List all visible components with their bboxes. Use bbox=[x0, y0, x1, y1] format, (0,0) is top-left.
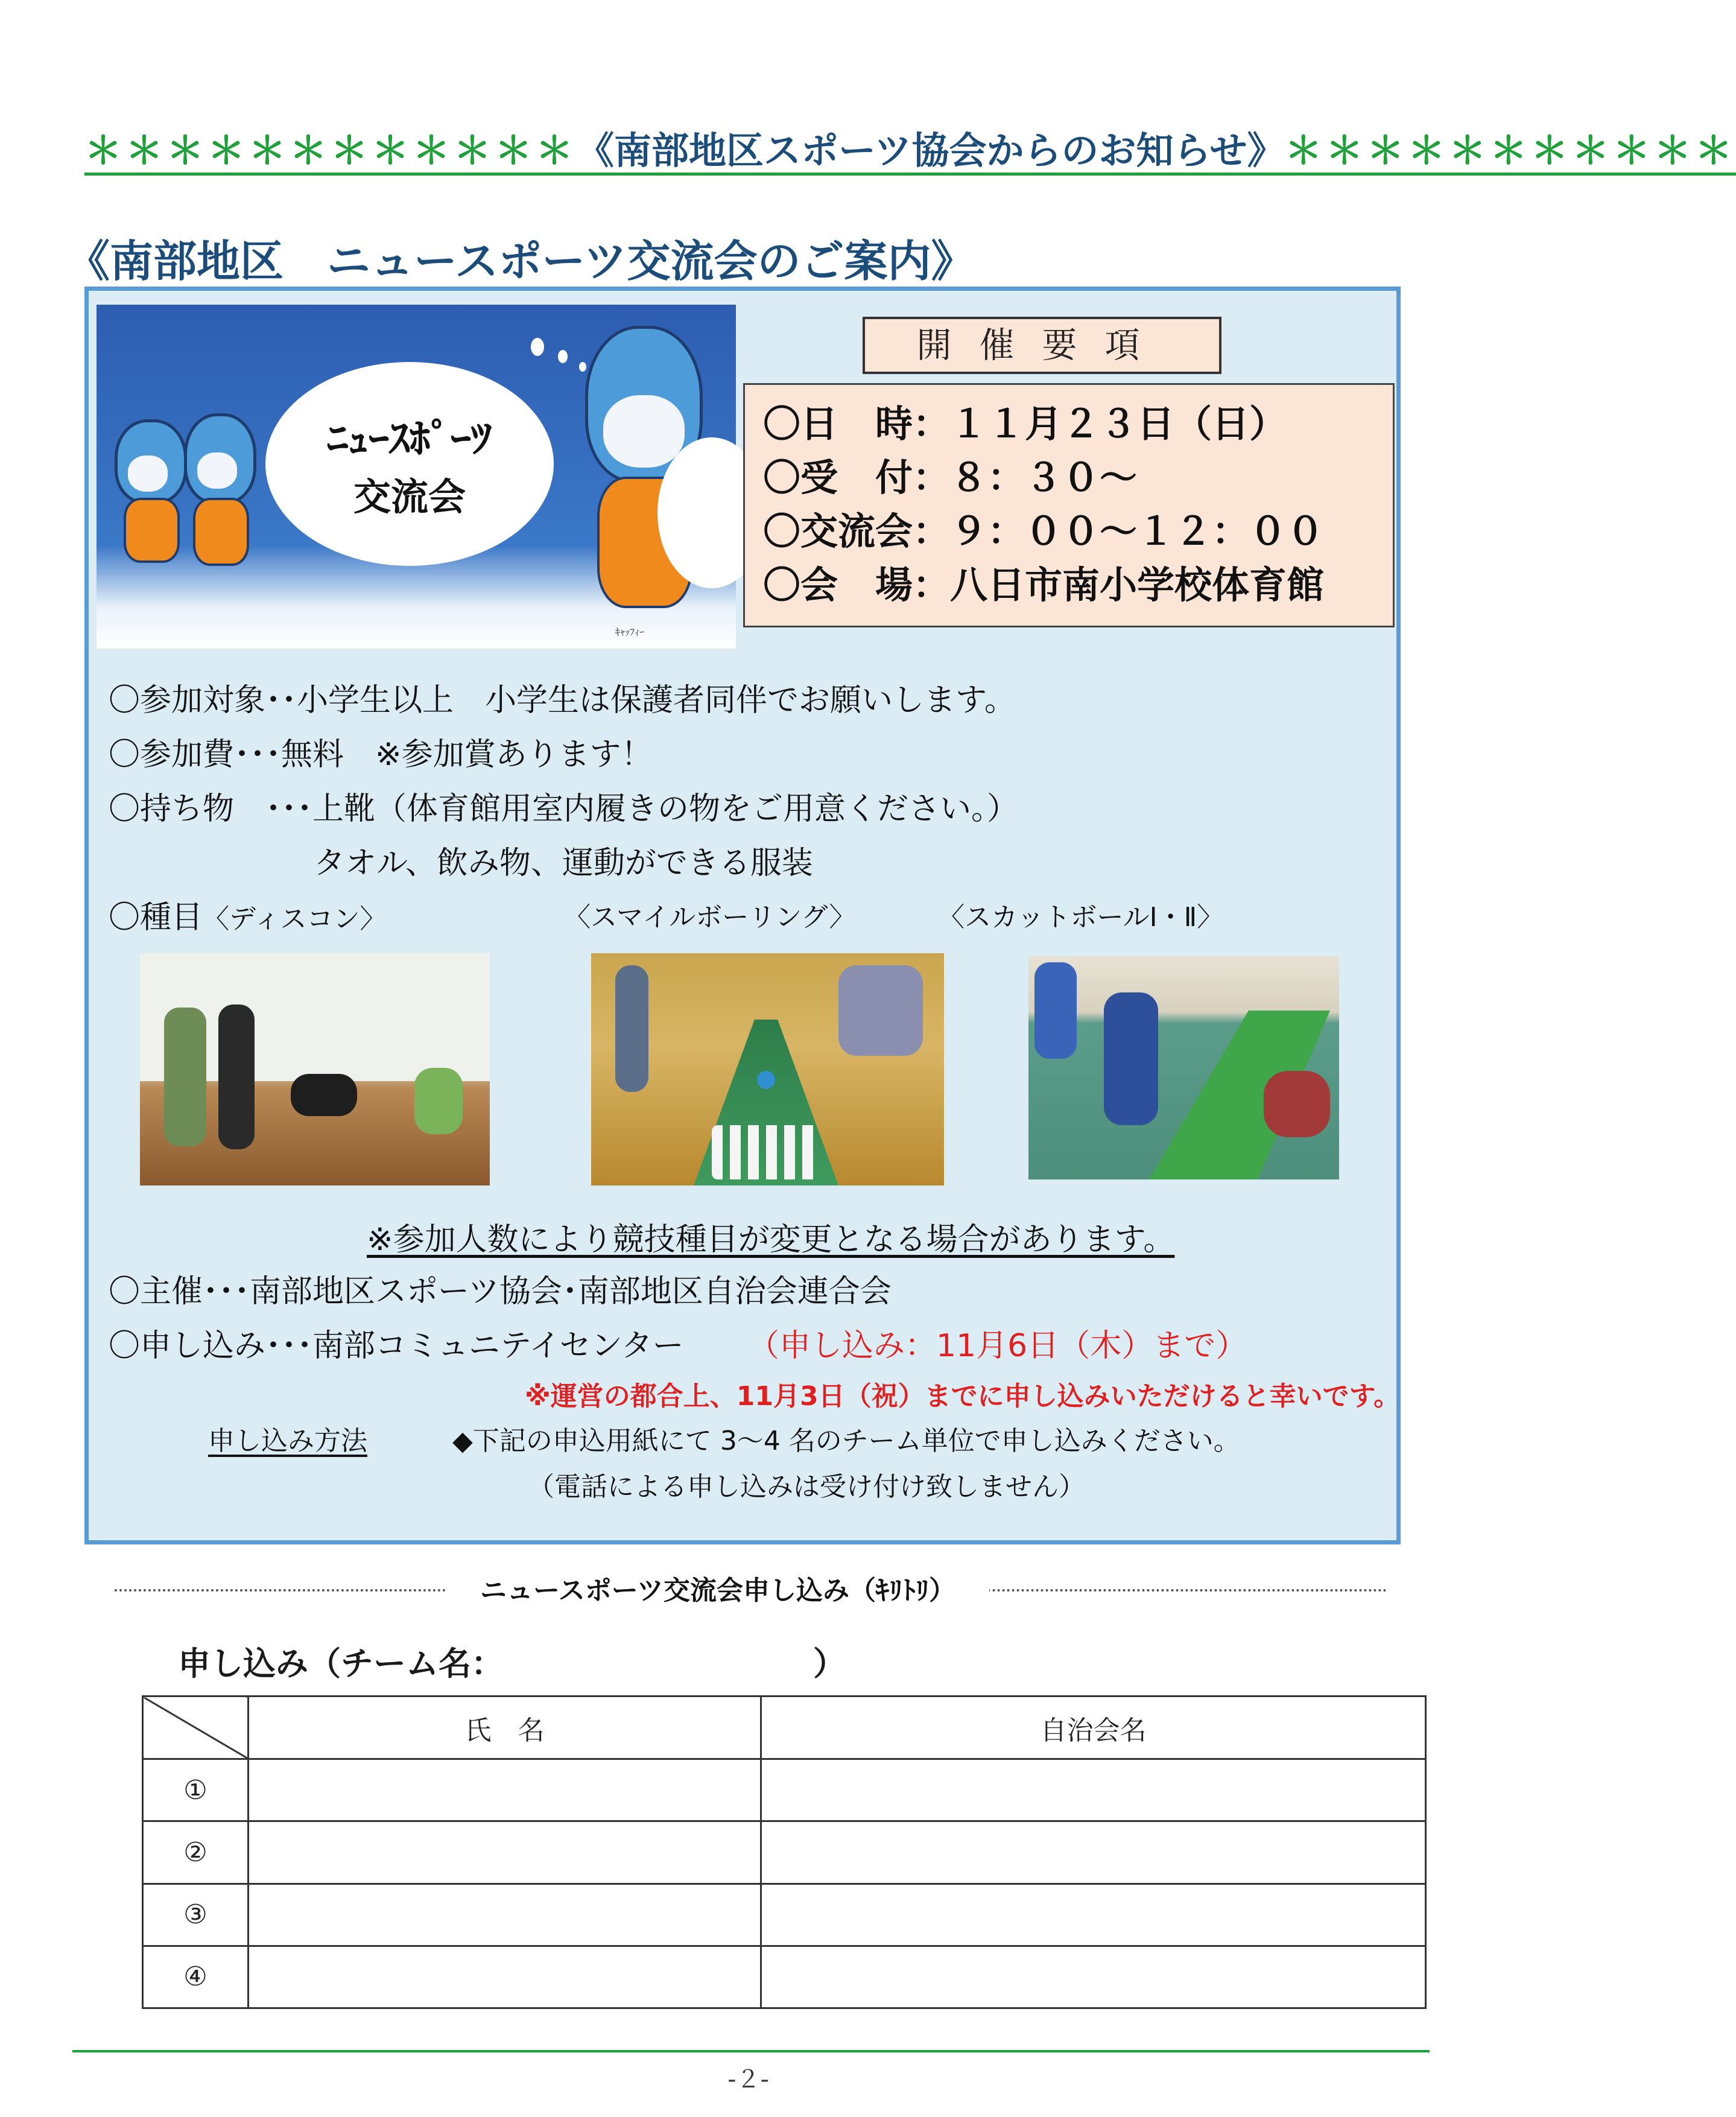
bubble-dot bbox=[579, 362, 586, 372]
events-label-text: 〇種目 bbox=[109, 900, 203, 936]
table-row bbox=[143, 1946, 1426, 2008]
header-title: 《南部地区スポーツ協会からのお知らせ》 bbox=[577, 129, 1285, 176]
person-figure bbox=[164, 1008, 206, 1146]
footer-divider bbox=[72, 2050, 1430, 2052]
table-row bbox=[143, 1759, 1426, 1821]
person-figure bbox=[1264, 1071, 1330, 1137]
table-row bbox=[143, 1884, 1426, 1946]
name-field[interactable] bbox=[249, 1884, 761, 1946]
event-name-discon: 〈ディスコン〉 bbox=[203, 904, 387, 935]
association-field[interactable] bbox=[761, 1884, 1426, 1946]
event-schedule-box bbox=[743, 383, 1395, 627]
header-stars-left: ＊＊＊＊＊＊＊＊＊＊＊＊ bbox=[84, 129, 577, 176]
mascot-body bbox=[193, 498, 249, 566]
section-title: 《南部地区 ニュースポーツ交流会のご案内》 bbox=[66, 236, 975, 287]
spectators bbox=[838, 965, 923, 1056]
column-header-name: 氏 名 bbox=[249, 1696, 761, 1759]
items-text-continued: タオル、飲み物、運動ができる服装 bbox=[314, 845, 813, 881]
header-stars-right: ＊＊＊＊＊＊＊＊＊＊＊ bbox=[1285, 129, 1736, 176]
event-name-scatball: 〈スカットボールⅠ・Ⅱ〉 bbox=[938, 902, 1224, 933]
method-label: 申し込み方法 bbox=[208, 1426, 367, 1456]
photo-discon bbox=[140, 953, 490, 1185]
apply-deadline: （申し込み：11月6日（木）まで） bbox=[748, 1328, 1247, 1364]
events-label bbox=[109, 892, 387, 937]
page-number: -２- bbox=[727, 2066, 769, 2093]
mascot-face bbox=[197, 452, 237, 489]
row-number: ① bbox=[143, 1759, 249, 1821]
mascot-name: ｷｬｯﾌｨｰ bbox=[615, 626, 645, 638]
event-name-bowling: 〈スマイルボーリング〉 bbox=[564, 902, 856, 933]
row-number: ② bbox=[143, 1821, 249, 1884]
method-text: ◆下記の申込用紙にて 3～4 名のチーム単位で申し込みください。 bbox=[452, 1426, 1240, 1456]
form-title: 申し込み（チーム名： ） bbox=[178, 1645, 846, 1683]
person-figure bbox=[1034, 962, 1077, 1059]
mascot-face bbox=[128, 455, 168, 492]
event-heading: 開催要項 bbox=[863, 317, 1221, 374]
name-field[interactable] bbox=[249, 1946, 761, 2008]
mascot-large-face bbox=[603, 395, 685, 468]
name-field[interactable] bbox=[249, 1759, 761, 1821]
organizer-text: 〇主催･･･南部地区スポーツ協会･南部地区自治会連合会 bbox=[109, 1274, 892, 1310]
cut-label: ニュースポーツ交流会申し込み（ｷﾘﾄﾘ） bbox=[446, 1569, 989, 1607]
photo-smile-bowling bbox=[591, 953, 944, 1185]
table-header-row bbox=[143, 1696, 1426, 1759]
person-figure bbox=[414, 1068, 463, 1134]
photo-scat-ball bbox=[1028, 956, 1339, 1179]
association-field[interactable] bbox=[761, 1759, 1426, 1821]
mascot-body bbox=[124, 498, 180, 563]
table-row bbox=[143, 1821, 1426, 1884]
association-field[interactable] bbox=[761, 1821, 1426, 1884]
bubble-dot bbox=[558, 350, 568, 363]
bubble-title: ﾆｭｰｽﾎﾟｰﾂ bbox=[327, 415, 492, 463]
bowling-pins bbox=[712, 1125, 820, 1179]
info-reception: 〇受 付：８：３０～ bbox=[763, 455, 1138, 500]
person-figure bbox=[291, 1074, 357, 1116]
method-note: （電話による申し込みは受け付け致しません） bbox=[528, 1471, 1085, 1502]
info-date: 〇日 時：１１月２３日（日） bbox=[763, 402, 1287, 446]
person-figure bbox=[615, 965, 648, 1092]
application-form-table bbox=[142, 1695, 1427, 2009]
row-number: ④ bbox=[143, 1946, 249, 2008]
row-number: ③ bbox=[143, 1884, 249, 1946]
apply-request-note: ※運営の都合上、11月3日（祝）までに申し込みいただけると幸いです。 bbox=[525, 1381, 1401, 1412]
event-banner-image bbox=[97, 305, 736, 649]
person-figure bbox=[1104, 992, 1158, 1125]
eligibility-text: 〇参加対象･･小学生以上 小学生は保護者同伴でお願いします。 bbox=[109, 682, 1016, 719]
column-header-association: 自治会名 bbox=[761, 1696, 1426, 1759]
bowling-ball bbox=[757, 1071, 775, 1089]
notice-header bbox=[84, 121, 1736, 174]
speech-bubble bbox=[265, 362, 554, 566]
info-time: 〇交流会：９：００～１２：００ bbox=[763, 509, 1325, 553]
association-field[interactable] bbox=[761, 1946, 1426, 2008]
event-change-note: ※参加人数により競技種目が変更となる場合があります。 bbox=[367, 1222, 1175, 1258]
name-field[interactable] bbox=[249, 1821, 761, 1884]
info-venue: 〇会 場：八日市南小学校体育館 bbox=[763, 563, 1325, 607]
bubble-subtitle: 交流会 bbox=[353, 475, 466, 519]
items-text: 〇持ち物 ･･･上靴（体育館用室内履きの物をご用意ください。） bbox=[109, 791, 1019, 827]
person-figure bbox=[218, 1005, 255, 1149]
fee-text: 〇参加費･･･無料 ※参加賞あります！ bbox=[109, 737, 653, 773]
bubble-dot bbox=[531, 338, 544, 356]
apply-text: 〇申し込み･･･南部コミュニテイセンター bbox=[109, 1328, 684, 1364]
corner-cell bbox=[143, 1696, 249, 1759]
